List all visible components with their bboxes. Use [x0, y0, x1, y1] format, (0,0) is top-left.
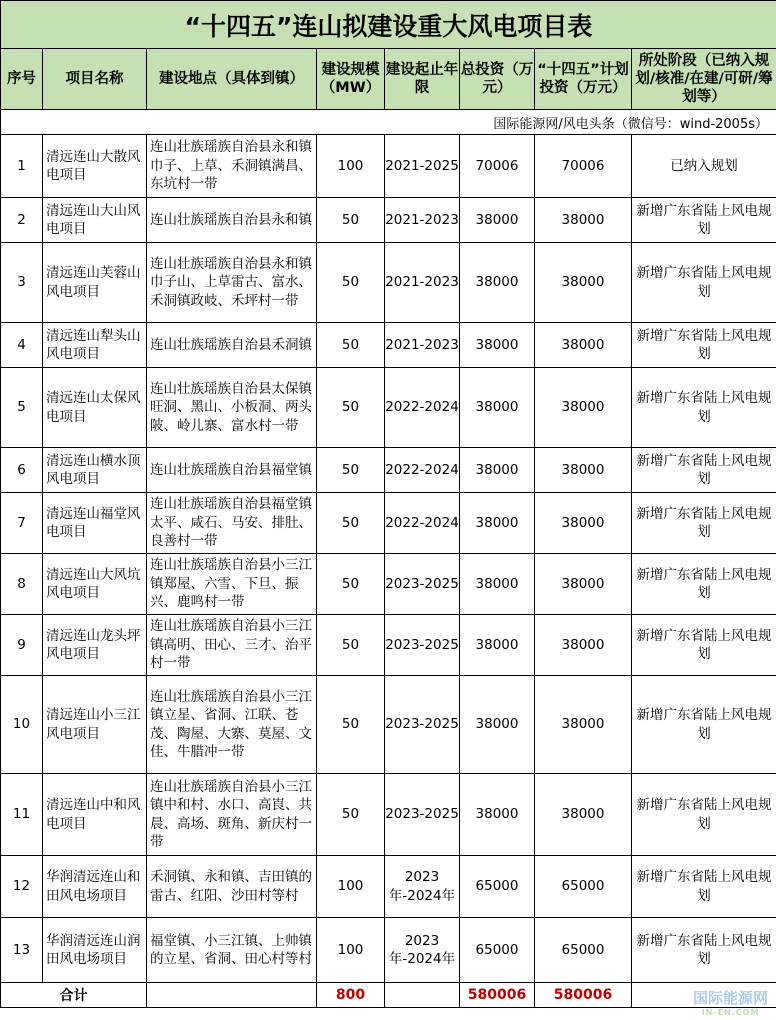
cell-name: 华润清远连山润田风电场项目 [43, 918, 147, 983]
watermark-text: 国际能源网 [692, 989, 768, 1007]
cell-period: 2023年-2024年 [385, 918, 460, 983]
table-row [1, 198, 776, 243]
table-row [1, 615, 776, 676]
header-total-invest: 总投资（万元） [460, 49, 535, 110]
cell-no: 13 [1, 918, 43, 983]
header-row [1, 49, 776, 110]
cell-plan-invest: 65000 [535, 856, 632, 918]
total-label: 合计 [1, 983, 147, 1008]
cell-name: 清远连山芙蓉山风电项目 [43, 243, 147, 323]
cell-name: 清远连山福堂风电项目 [43, 493, 147, 554]
cell-location: 连山壮族瑶族自治县小三江镇中和村、水口、高崀、共晨、高场、斑角、新庆村一带 [147, 774, 317, 856]
cell-name: 清远连山大散风电项目 [43, 135, 147, 198]
cell-stage: 新增广东省陆上风电规划 [632, 918, 776, 983]
cell-scale: 50 [317, 676, 385, 774]
cell-name: 清远连山横水顶风电项目 [43, 448, 147, 493]
cell-stage: 新增广东省陆上风电规划 [632, 856, 776, 918]
cell-plan-invest: 65000 [535, 918, 632, 983]
cell-plan-invest: 38000 [535, 493, 632, 554]
cell-stage: 已纳入规划 [632, 135, 776, 198]
cell-plan-invest: 38000 [535, 676, 632, 774]
cell-no: 12 [1, 856, 43, 918]
cell-location: 连山壮族瑶族自治县太保镇旺洞、黑山、小板洞、两头陂、岭儿寨、富水村一带 [147, 368, 317, 448]
header-scale: 建设规模（MW） [317, 49, 385, 110]
header-name: 项目名称 [43, 49, 147, 110]
cell-stage: 新增广东省陆上风电规划 [632, 368, 776, 448]
cell-location: 连山壮族瑶族自治县福堂镇太平、咸石、马安、排肚、良善村一带 [147, 493, 317, 554]
cell-no: 9 [1, 615, 43, 676]
cell-name: 华润清远连山和田风电场项目 [43, 856, 147, 918]
table-row [1, 774, 776, 856]
cell-scale: 100 [317, 918, 385, 983]
total-empty [147, 983, 317, 1008]
cell-location: 福堂镇、小三江镇、上帅镇的立星、省洞、田心村等村 [147, 918, 317, 983]
cell-period: 2022-2024 [385, 493, 460, 554]
cell-total-invest: 65000 [460, 918, 535, 983]
cell-total-invest: 38000 [460, 243, 535, 323]
cell-no: 4 [1, 323, 43, 368]
cell-stage: 新增广东省陆上风电规划 [632, 448, 776, 493]
cell-no: 5 [1, 368, 43, 448]
cell-no: 8 [1, 554, 43, 615]
cell-total-invest: 38000 [460, 368, 535, 448]
cell-period: 2021-2025 [385, 135, 460, 198]
cell-location: 连山壮族瑶族自治县禾洞镇 [147, 323, 317, 368]
cell-total-invest: 38000 [460, 554, 535, 615]
header-location: 建设地点（具体到镇） [147, 49, 317, 110]
cell-stage: 新增广东省陆上风电规划 [632, 676, 776, 774]
cell-location: 连山壮族瑶族自治县永和镇巾子、上草、禾洞镇满昌、东坑村一带 [147, 135, 317, 198]
cell-location: 连山壮族瑶族自治县永和镇巾子山、上草雷古、富水、禾洞镇政岐、禾坪村一带 [147, 243, 317, 323]
cell-plan-invest: 38000 [535, 774, 632, 856]
cell-stage: 新增广东省陆上风电规划 [632, 554, 776, 615]
cell-period: 2023-2025 [385, 676, 460, 774]
cell-total-invest: 38000 [460, 774, 535, 856]
table-row [1, 368, 776, 448]
cell-no: 1 [1, 135, 43, 198]
cell-location: 连山壮族瑶族自治县小三江镇立星、省洞、江联、苍茂、陶屋、大寨、莫屋、文佳、牛腊冲一带 [147, 676, 317, 774]
cell-scale: 50 [317, 243, 385, 323]
cell-period: 2023-2025 [385, 615, 460, 676]
cell-plan-invest: 38000 [535, 368, 632, 448]
cell-total-invest: 38000 [460, 323, 535, 368]
cell-name: 清远连山大山风电项目 [43, 198, 147, 243]
cell-location: 连山壮族瑶族自治县永和镇 [147, 198, 317, 243]
cell-scale: 100 [317, 856, 385, 918]
cell-period: 2023-2025 [385, 774, 460, 856]
cell-name: 清远连山中和风电项目 [43, 774, 147, 856]
cell-no: 3 [1, 243, 43, 323]
cell-total-invest: 38000 [460, 615, 535, 676]
cell-period: 2022-2024 [385, 368, 460, 448]
cell-name: 清远连山太保风电项目 [43, 368, 147, 448]
cell-period: 2021-2023 [385, 323, 460, 368]
cell-name: 清远连山龙头坪风电项目 [43, 615, 147, 676]
cell-location: 连山壮族瑶族自治县福堂镇 [147, 448, 317, 493]
cell-no: 10 [1, 676, 43, 774]
cell-plan-invest: 38000 [535, 448, 632, 493]
cell-scale: 50 [317, 323, 385, 368]
cell-scale: 50 [317, 448, 385, 493]
cell-location: 连山壮族瑶族自治县小三江镇高明、田心、三才、治平村一带 [147, 615, 317, 676]
total-plan-invest: 580006 [535, 983, 632, 1008]
cell-period: 2023年-2024年 [385, 856, 460, 918]
cell-total-invest: 70006 [460, 135, 535, 198]
cell-period: 2022-2024 [385, 448, 460, 493]
cell-plan-invest: 70006 [535, 135, 632, 198]
cell-scale: 50 [317, 554, 385, 615]
cell-total-invest: 38000 [460, 198, 535, 243]
total-scale: 800 [317, 983, 385, 1008]
total-row [1, 983, 776, 1008]
cell-stage: 新增广东省陆上风电规划 [632, 323, 776, 368]
table-row [1, 676, 776, 774]
cell-no: 11 [1, 774, 43, 856]
cell-stage: 新增广东省陆上风电规划 [632, 774, 776, 856]
cell-stage: 新增广东省陆上风电规划 [632, 198, 776, 243]
cell-scale: 50 [317, 774, 385, 856]
cell-name: 清远连山大风坑风电项目 [43, 554, 147, 615]
table-row [1, 493, 776, 554]
total-empty [385, 983, 460, 1008]
header-stage: 所处阶段（已纳入规划/核准/在建/可研/筹划等） [632, 49, 776, 110]
cell-name: 清远连山犁头山风电项目 [43, 323, 147, 368]
table-row [1, 243, 776, 323]
cell-plan-invest: 38000 [535, 243, 632, 323]
cell-scale: 50 [317, 493, 385, 554]
table-row [1, 323, 776, 368]
cell-period: 2021-2023 [385, 198, 460, 243]
cell-scale: 50 [317, 615, 385, 676]
cell-no: 6 [1, 448, 43, 493]
table-row [1, 448, 776, 493]
table-row [1, 918, 776, 983]
cell-scale: 50 [317, 198, 385, 243]
table-row [1, 135, 776, 198]
cell-stage: 新增广东省陆上风电规划 [632, 493, 776, 554]
cell-location: 连山壮族瑶族自治县小三江镇郑屋、六雪、下旦、振兴、鹿鸣村一带 [147, 554, 317, 615]
cell-scale: 50 [317, 368, 385, 448]
table-row [1, 554, 776, 615]
watermark-sub: IN-EN.COM [701, 1008, 760, 1017]
total-empty [632, 983, 776, 1008]
cell-no: 7 [1, 493, 43, 554]
cell-stage: 新增广东省陆上风电规划 [632, 243, 776, 323]
table-title: “十四五”连山拟建设重大风电项目表 [1, 1, 776, 49]
header-plan-invest: “十四五”计划投资（万元） [535, 49, 632, 110]
cell-plan-invest: 38000 [535, 323, 632, 368]
table-row [1, 856, 776, 918]
cell-total-invest: 38000 [460, 676, 535, 774]
cell-stage: 新增广东省陆上风电规划 [632, 615, 776, 676]
cell-plan-invest: 38000 [535, 198, 632, 243]
source-note: 国际能源网/风电头条（微信号：wind-2005s） [1, 110, 776, 135]
cell-period: 2023-2025 [385, 554, 460, 615]
cell-scale: 100 [317, 135, 385, 198]
cell-total-invest: 65000 [460, 856, 535, 918]
cell-plan-invest: 38000 [535, 554, 632, 615]
cell-no: 2 [1, 198, 43, 243]
cell-location: 禾洞镇、永和镇、吉田镇的雷古、红阳、沙田村等村 [147, 856, 317, 918]
total-invest: 580006 [460, 983, 535, 1008]
cell-plan-invest: 38000 [535, 615, 632, 676]
header-period: 建设起止年限 [385, 49, 460, 110]
cell-name: 清远连山小三江风电项目 [43, 676, 147, 774]
header-no: 序号 [1, 49, 43, 110]
cell-period: 2021-2023 [385, 243, 460, 323]
cell-total-invest: 38000 [460, 493, 535, 554]
cell-total-invest: 38000 [460, 448, 535, 493]
